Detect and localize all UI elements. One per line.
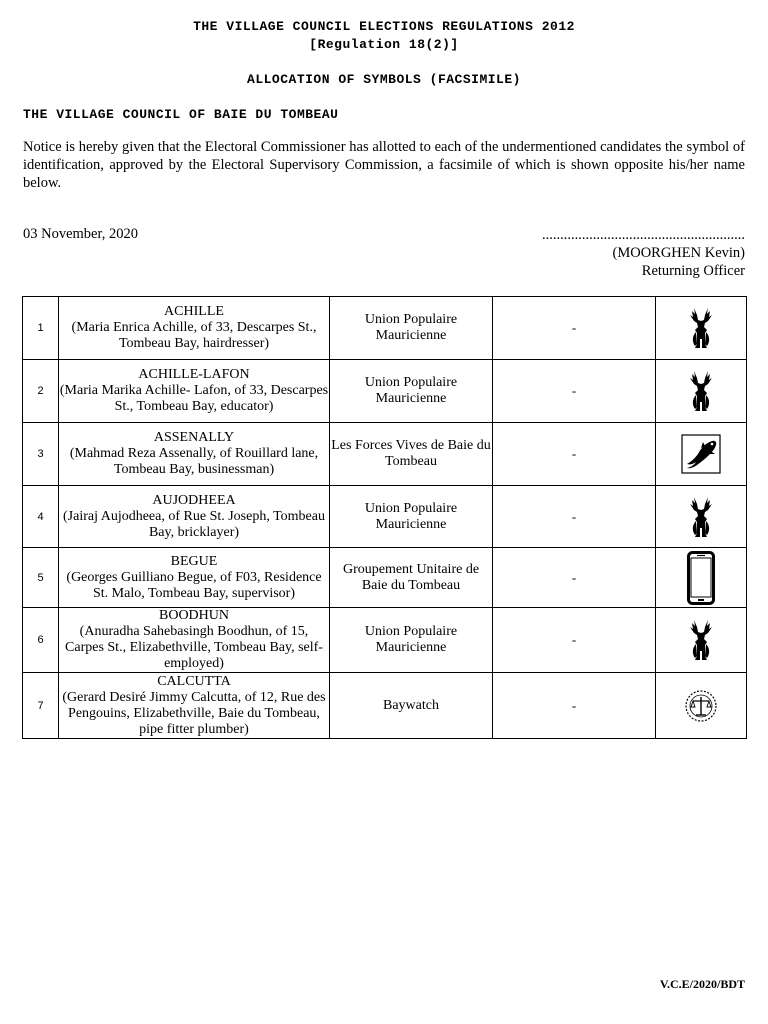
candidate-surname: ASSENALLY [153, 430, 235, 445]
party-name: Union Populaire Mauricienne [330, 608, 493, 673]
signature-block [542, 226, 745, 280]
document-title: THE VILLAGE COUNCIL ELECTIONS REGULATIONS 2012 [193, 19, 575, 34]
symbol-cell [656, 548, 747, 608]
symbol-cell [656, 297, 747, 360]
candidate-details: (Mahmad Reza Assenally, of Rouillard lane, Tombeau Bay, businessman) [69, 446, 319, 477]
stag-icon [656, 306, 746, 350]
document-reference-code: V.C.E/2020/BDT [659, 977, 745, 991]
candidate-number: 3 [23, 423, 59, 486]
returning-officer-name: (MOORGHEN Kevin) [612, 245, 745, 261]
candidate-cell [59, 548, 330, 608]
candidate-surname: CALCUTTA [157, 673, 231, 689]
stag-icon [656, 618, 746, 662]
candidate-details: (Georges Guilliano Begue, of F03, Residence St. Malo, Tombeau Bay, supervisor) [66, 569, 322, 601]
notice-date: 03 November, 2020 [23, 226, 138, 242]
candidate-row [23, 423, 747, 486]
party-name: Union Populaire Mauricienne [330, 360, 493, 423]
candidate-cell [59, 423, 330, 486]
candidate-number: 4 [23, 486, 59, 548]
candidate-cell [59, 360, 330, 423]
document-subtitle: ALLOCATION OF SYMBOLS (FACSIMILE) [247, 72, 521, 87]
candidate-details: (Jairaj Aujodheea, of Rue St. Joseph, Tombeau Bay, bricklayer) [63, 508, 325, 540]
candidate-number: 1 [23, 297, 59, 360]
symbol-cell [656, 673, 747, 739]
party-name: Baywatch [330, 673, 493, 739]
mobile-phone-icon [656, 551, 746, 605]
candidate-surname: ACHILLE [164, 304, 224, 319]
candidate-surname: AUJODHEEA [152, 492, 236, 508]
candidate-details: (Anuradha Sahebasingh Boodhun, of 15, Carpes St., Elizabethville, Tombeau Bay, self-employed) [65, 624, 323, 671]
candidate-surname: BOODHUN [159, 608, 229, 623]
returning-officer-title: Returning Officer [641, 263, 745, 279]
candidate-number: 2 [23, 360, 59, 423]
fish-icon [656, 434, 746, 474]
candidate-cell [59, 486, 330, 548]
candidate-cell [59, 673, 330, 739]
candidate-number: 5 [23, 548, 59, 608]
blank-column: - [493, 423, 656, 486]
candidate-row [23, 297, 747, 360]
party-name: Les Forces Vives de Baie du Tombeau [330, 423, 493, 486]
symbol-cell [656, 423, 747, 486]
stag-icon [656, 495, 746, 539]
notice-paragraph: Notice is hereby given that the Electoral Commissioner has allotted to each of the undermentioned candidates the symbol of identification, approved by the Electoral Supervisory Commission, a facsimile of which is shown opposite his/her name below. [23, 139, 745, 191]
candidate-surname: BEGUE [170, 553, 218, 569]
candidates-table [22, 296, 747, 739]
blank-column: - [493, 548, 656, 608]
stag-icon [656, 369, 746, 413]
candidate-row [23, 608, 747, 673]
candidate-row [23, 486, 747, 548]
blank-column: - [493, 360, 656, 423]
candidate-surname: ACHILLE-LAFON [138, 367, 250, 382]
candidate-number: 6 [23, 608, 59, 673]
symbol-cell [656, 360, 747, 423]
candidate-cell [59, 608, 330, 673]
candidate-row [23, 548, 747, 608]
symbol-cell [656, 486, 747, 548]
symbol-cell [656, 608, 747, 673]
candidate-row [23, 673, 747, 739]
blank-column: - [493, 673, 656, 739]
party-name: Union Populaire Mauricienne [330, 297, 493, 360]
signature-line: ........................................................ [542, 227, 745, 243]
blank-column: - [493, 608, 656, 673]
candidate-details: (Maria Marika Achille- Lafon, of 33, Descarpes St., Tombeau Bay, educator) [59, 383, 329, 414]
party-name: Union Populaire Mauricienne [330, 486, 493, 548]
candidate-row [23, 360, 747, 423]
regulation-reference: [Regulation 18(2)] [309, 37, 459, 52]
candidate-number: 7 [23, 673, 59, 739]
candidate-cell [59, 297, 330, 360]
blank-column: - [493, 486, 656, 548]
council-name: THE VILLAGE COUNCIL OF BAIE DU TOMBEAU [23, 107, 339, 122]
blank-column: - [493, 297, 656, 360]
party-name: Groupement Unitaire de Baie du Tombeau [330, 548, 493, 608]
candidate-details: (Maria Enrica Achille, of 33, Descarpes St., Tombeau Bay, hairdresser) [71, 320, 317, 351]
scales-emblem-icon [656, 689, 746, 723]
candidate-details: (Gerard Desiré Jimmy Calcutta, of 12, Rue des Pengouins, Elizabethville, Baie du Tombeau, pipe fitter plumber) [62, 689, 326, 737]
